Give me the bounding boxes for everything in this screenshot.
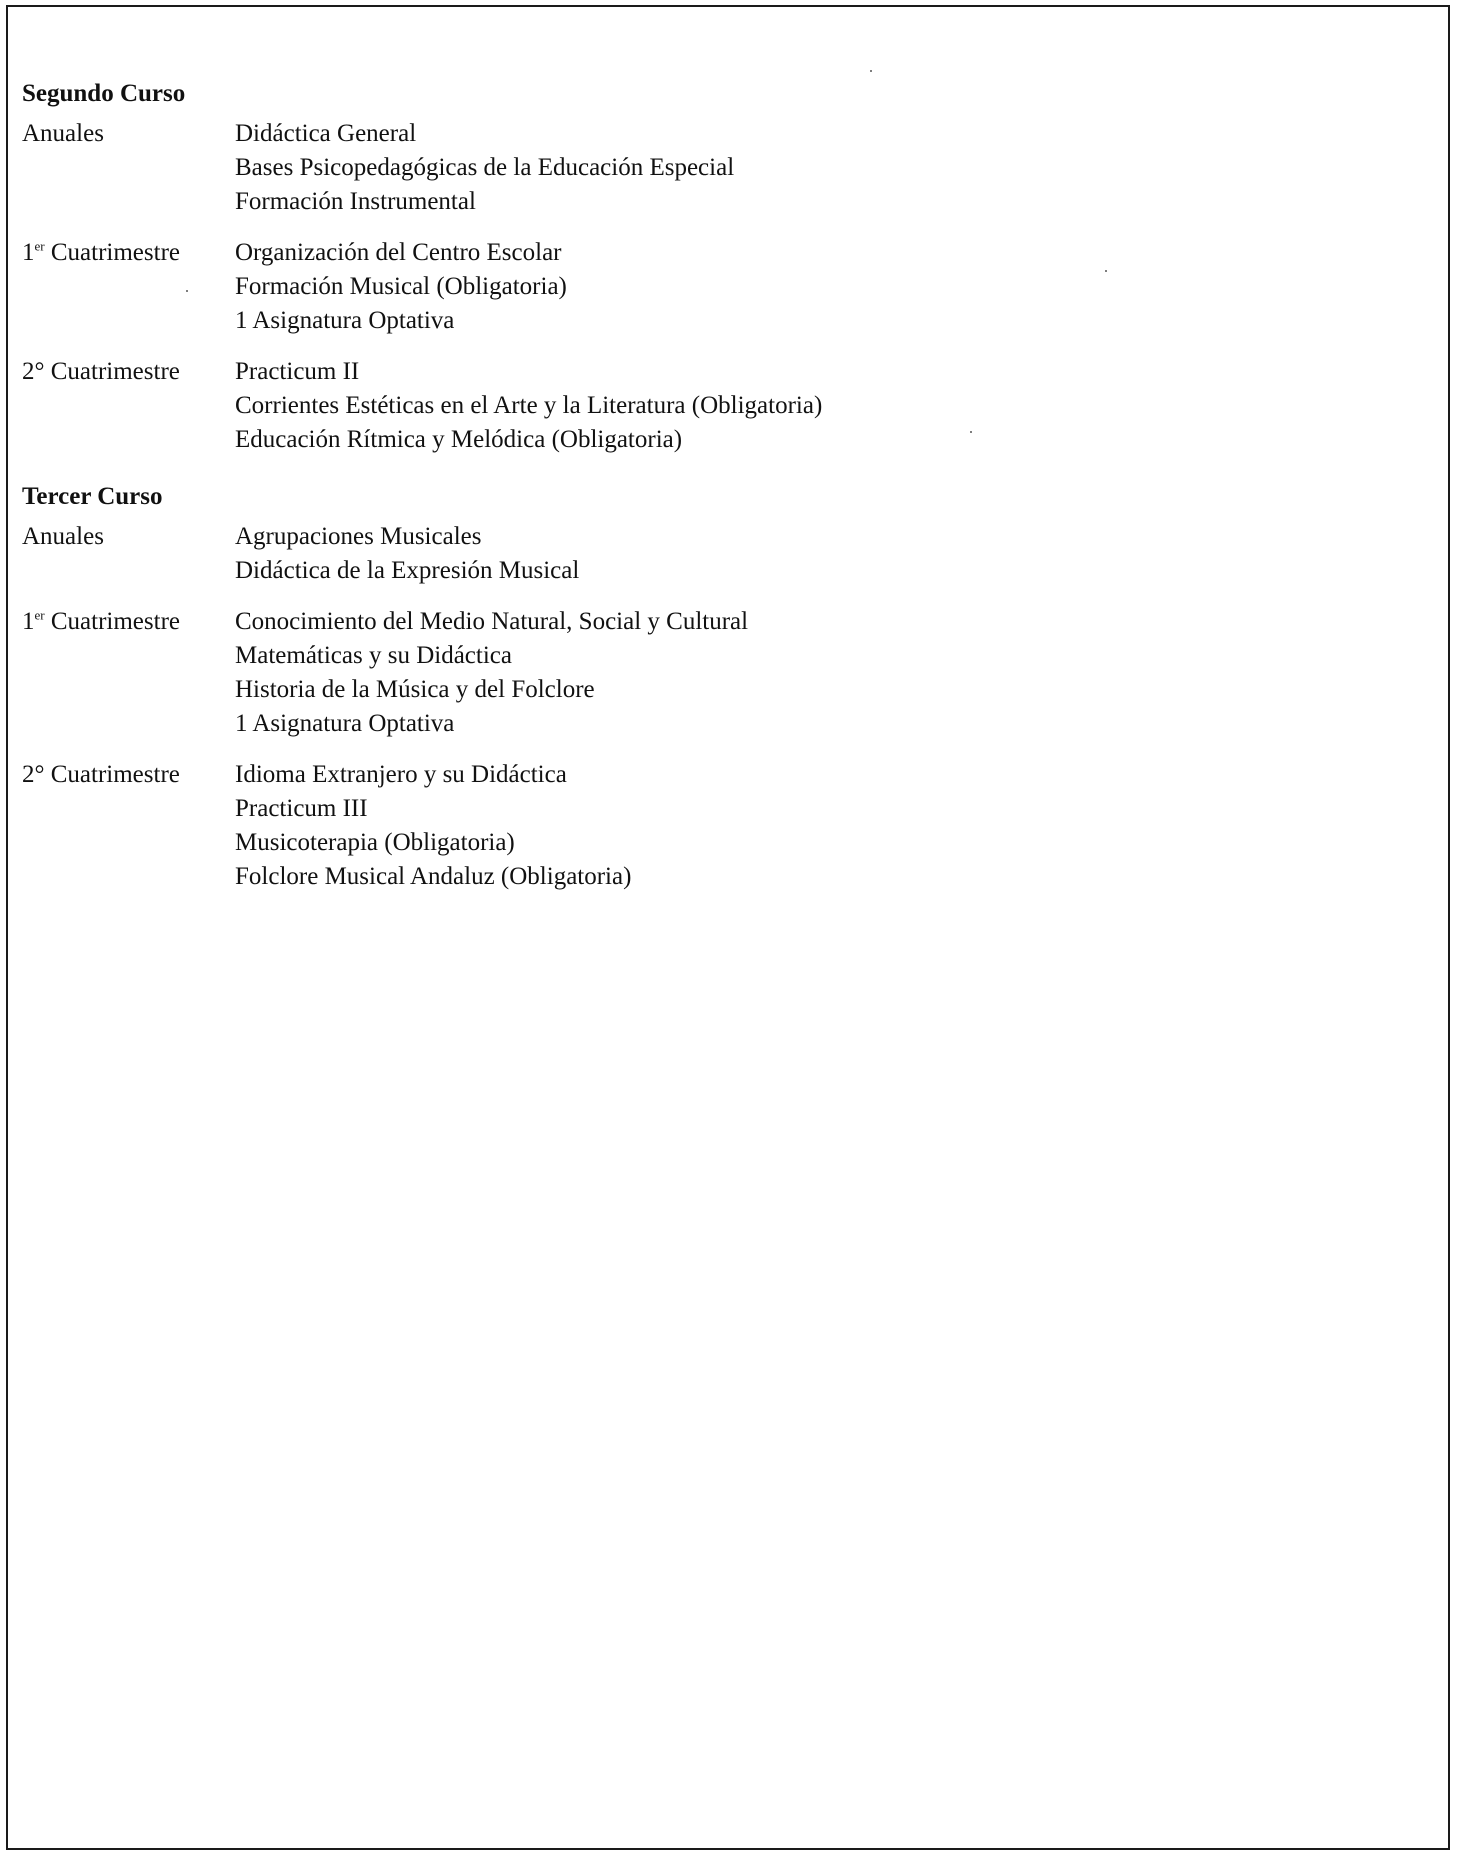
scan-speck	[870, 70, 872, 72]
subject-item: Agrupaciones Musicales	[235, 523, 482, 550]
subject-item: Folclore Musical Andaluz (Obligatoria)	[235, 863, 632, 890]
subject-item: Bases Psicopedagógicas de la Educación Especial	[235, 154, 735, 181]
subject-item: Educación Rítmica y Melódica (Obligatoria)	[235, 426, 683, 453]
period-label: 2° Cuatrimestre	[22, 761, 180, 788]
subject-item: Formación Musical (Obligatoria)	[235, 273, 567, 300]
subject-item: 1 Asignatura Optativa	[235, 307, 455, 334]
period-annual	[22, 520, 1222, 588]
period-first-semester	[22, 605, 1222, 741]
subject-item: Historia de la Música y del Folclore	[235, 676, 595, 703]
subject-list	[235, 355, 822, 457]
curriculum-document	[22, 78, 1222, 911]
course-title: Tercer Curso	[22, 483, 163, 510]
course-third-year	[22, 481, 1222, 894]
period-label: 2° Cuatrimestre	[22, 358, 180, 385]
subject-item: Idioma Extranjero y su Didáctica	[235, 761, 567, 788]
subject-list	[235, 117, 734, 219]
subject-list	[235, 520, 579, 588]
subject-item: Musicoterapia (Obligatoria)	[235, 829, 515, 856]
period-annual	[22, 117, 1222, 219]
subject-item: Practicum III	[235, 795, 368, 822]
subject-item: Conocimiento del Medio Natural, Social y Cultural	[235, 608, 749, 635]
subject-list	[235, 236, 567, 338]
subject-item: Practicum II	[235, 358, 360, 385]
period-first-semester	[22, 236, 1222, 338]
subject-item: Organización del Centro Escolar	[235, 239, 562, 266]
subject-item: Matemáticas y su Didáctica	[235, 642, 512, 669]
period-label: 1er Cuatrimestre	[22, 607, 180, 635]
period-second-semester	[22, 758, 1222, 894]
period-label: 1er Cuatrimestre	[22, 238, 180, 266]
period-label: Anuales	[22, 120, 104, 147]
subject-item: Formación Instrumental	[235, 188, 476, 215]
period-second-semester	[22, 355, 1222, 457]
period-label: Anuales	[22, 523, 104, 550]
course-second-year	[22, 78, 1222, 457]
subject-item: Didáctica de la Expresión Musical	[235, 557, 580, 584]
course-title: Segundo Curso	[22, 80, 186, 107]
subject-item: 1 Asignatura Optativa	[235, 710, 455, 737]
subject-list	[235, 605, 748, 741]
subject-list	[235, 758, 631, 894]
subject-item: Didáctica General	[235, 120, 417, 147]
subject-item: Corrientes Estéticas en el Arte y la Literatura (Obligatoria)	[235, 392, 823, 419]
